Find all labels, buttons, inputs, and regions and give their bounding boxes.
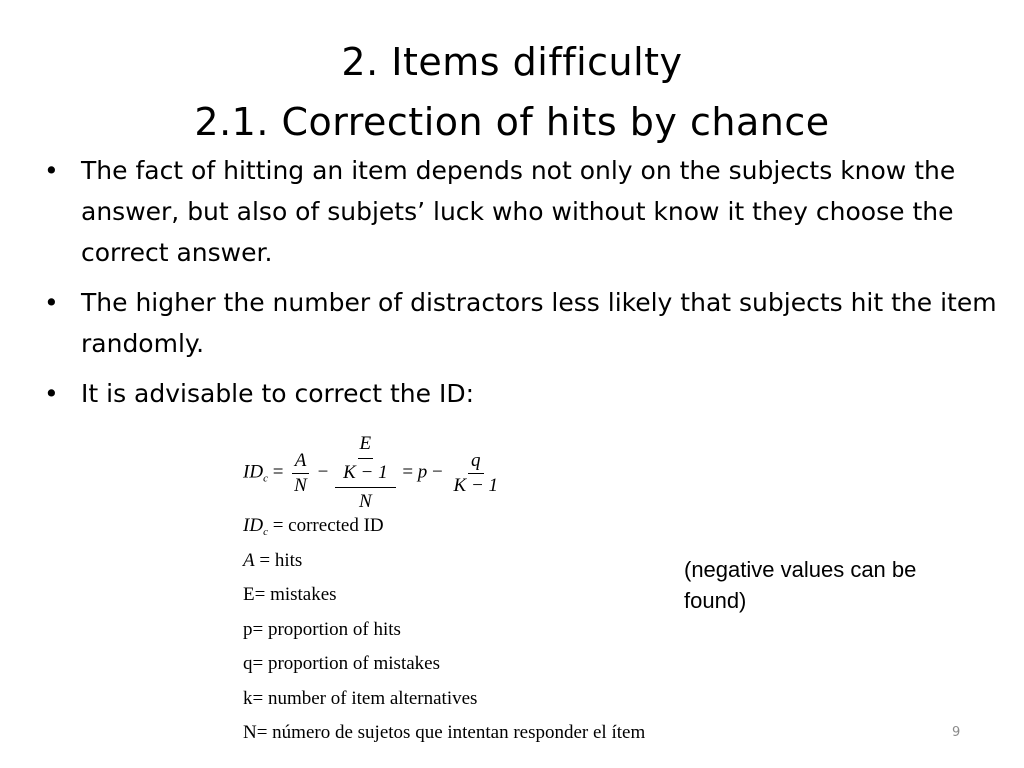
definitions-list — [243, 512, 645, 754]
formula-eq-1: = — [272, 461, 284, 483]
definition-idc — [243, 512, 645, 547]
idc-equation — [243, 430, 504, 516]
fraction-denominator: N — [294, 474, 307, 496]
fraction-numerator: E — [358, 430, 374, 459]
fraction-denominator: N — [358, 491, 372, 512]
definition-item: k= number of item alternatives — [243, 687, 478, 709]
bullet-dot-icon: • — [44, 156, 59, 185]
formula-eq-2: = — [402, 461, 414, 483]
inner-fraction — [340, 430, 391, 487]
fraction-denominator: K − 1 — [343, 462, 388, 483]
definition-item: N= número de sujetos que intentan responder el ítem — [243, 722, 646, 743]
definition-text: corrected ID — [288, 515, 384, 536]
formula-lhs: ID — [243, 461, 264, 483]
definition-eq: = — [254, 549, 275, 571]
definition-eq: = — [267, 515, 289, 536]
formula-lhs-sub: c — [263, 472, 268, 485]
negative-values-note: (negative values can be found) — [684, 557, 917, 613]
slide-number: 9 — [952, 725, 961, 740]
definition-a — [243, 547, 645, 582]
fraction-numerator: q — [468, 449, 484, 474]
bullet-dot-icon: • — [44, 379, 59, 408]
formula-minus-1: − — [317, 461, 329, 483]
bullet-item — [44, 282, 1004, 364]
bullet-dot-icon: • — [44, 288, 59, 317]
fraction-q-over-k-minus-1 — [451, 449, 502, 498]
fraction-numerator — [335, 430, 396, 488]
bullet-list — [44, 150, 1004, 423]
definition-item: q= proportion of mistakes — [243, 653, 440, 674]
definition-symbol: ID — [243, 515, 264, 536]
bullet-text: The fact of hitting an item depends not only on the subjects know the answer, but also of subjets’ luck who without know it they choose the correct answer. — [81, 156, 956, 267]
bullet-item — [44, 150, 1004, 273]
definition-symbol: A — [243, 549, 255, 571]
slide-title — [0, 32, 1024, 152]
bullet-item — [44, 373, 1004, 414]
definition-item: E= mistakes — [243, 584, 337, 605]
title-line-1: 2. Items difficulty — [341, 40, 683, 84]
definition-symbol-sub: c — [263, 526, 268, 538]
fraction-numerator: A — [292, 449, 310, 474]
fraction-e-over-k-minus-1-over-n — [335, 430, 396, 516]
title-line-2: 2.1. Correction of hits by chance — [194, 100, 830, 144]
bullet-text: It is advisable to correct the ID: — [81, 379, 475, 408]
bullet-text: The higher the number of distractors less likely that subjects hit the item randomly. — [81, 288, 997, 358]
fraction-denominator: K − 1 — [453, 474, 499, 496]
formula-minus-2: − — [432, 461, 443, 483]
definition-text: hits — [274, 549, 303, 571]
definition-item: p= proportion of hits — [243, 618, 401, 640]
formula-p: p — [417, 461, 428, 483]
fraction-a-over-n — [291, 449, 310, 498]
